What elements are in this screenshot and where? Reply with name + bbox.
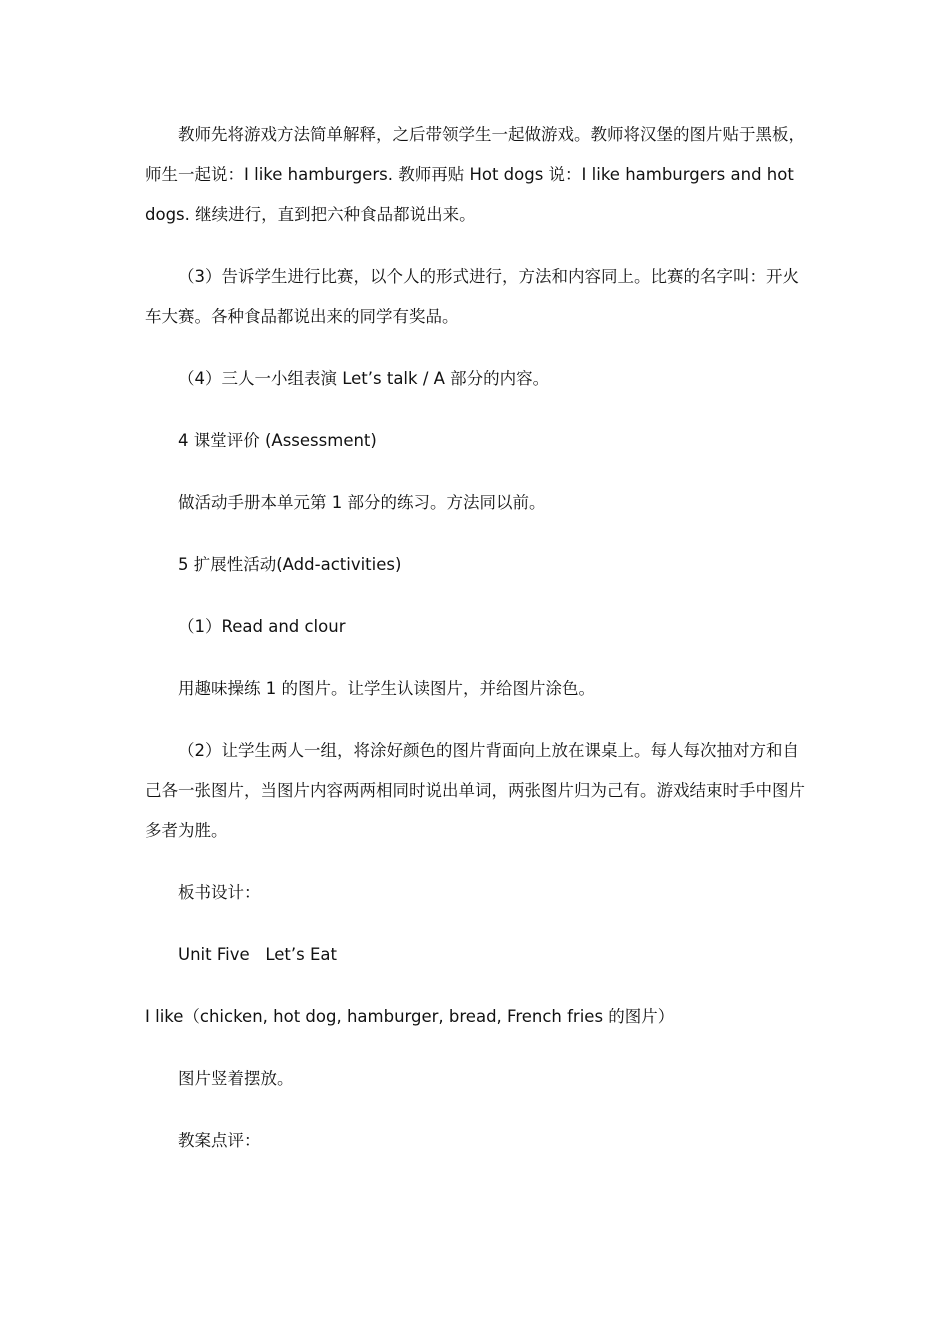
paragraph-board-design-label: 板书设计： [178,883,261,902]
paragraph-game-instructions: 教师先将游戏方法简单解释，之后带领学生一起做游戏。教师将汉堡的图片贴于黑板，师生一起说：I like hamburgers. 教师再贴 Hot dogs 说：I like hamburgers and hot dogs. 继续进行，直到把六种食品都说出来。 [145,125,805,224]
paragraph-read-and-colour: （1）Read and clour [178,617,346,636]
section-heading-assessment: 4 课堂评价 (Assessment) [178,431,377,450]
paragraph-colour-pictures: 用趣味操练 1 的图片。让学生认读图片，并给图片涂色。 [178,679,595,698]
paragraph-lesson-comment-label: 教案点评： [178,1131,261,1150]
paragraph-competition: （3）告诉学生进行比赛，以个人的形式进行，方法和内容同上。比赛的名字叫：开火车大赛。各种食品都说出来的同学有奖品。 [145,267,799,326]
board-design-unit-title: Unit Five Let’s Eat [178,945,337,964]
paragraph-vertical-placement: 图片竖着摆放。 [178,1069,294,1088]
paragraph-pair-game: （2）让学生两人一组，将涂好颜色的图片背面向上放在课桌上。每人每次抽对方和自己各一张图片，当图片内容两两相同时说出单词，两张图片归为己有。游戏结束时手中图片多者为胜。 [145,741,805,840]
paragraph-group-performance: （4）三人一小组表演 Let’s talk / A 部分的内容。 [178,369,550,388]
board-design-food-list: I like（chicken, hot dog, hamburger, bread, French fries 的图片） [145,1007,675,1026]
section-heading-add-activities: 5 扩展性活动(Add-activities) [178,555,402,574]
paragraph-workbook: 做活动手册本单元第 1 部分的练习。方法同以前。 [178,493,546,512]
